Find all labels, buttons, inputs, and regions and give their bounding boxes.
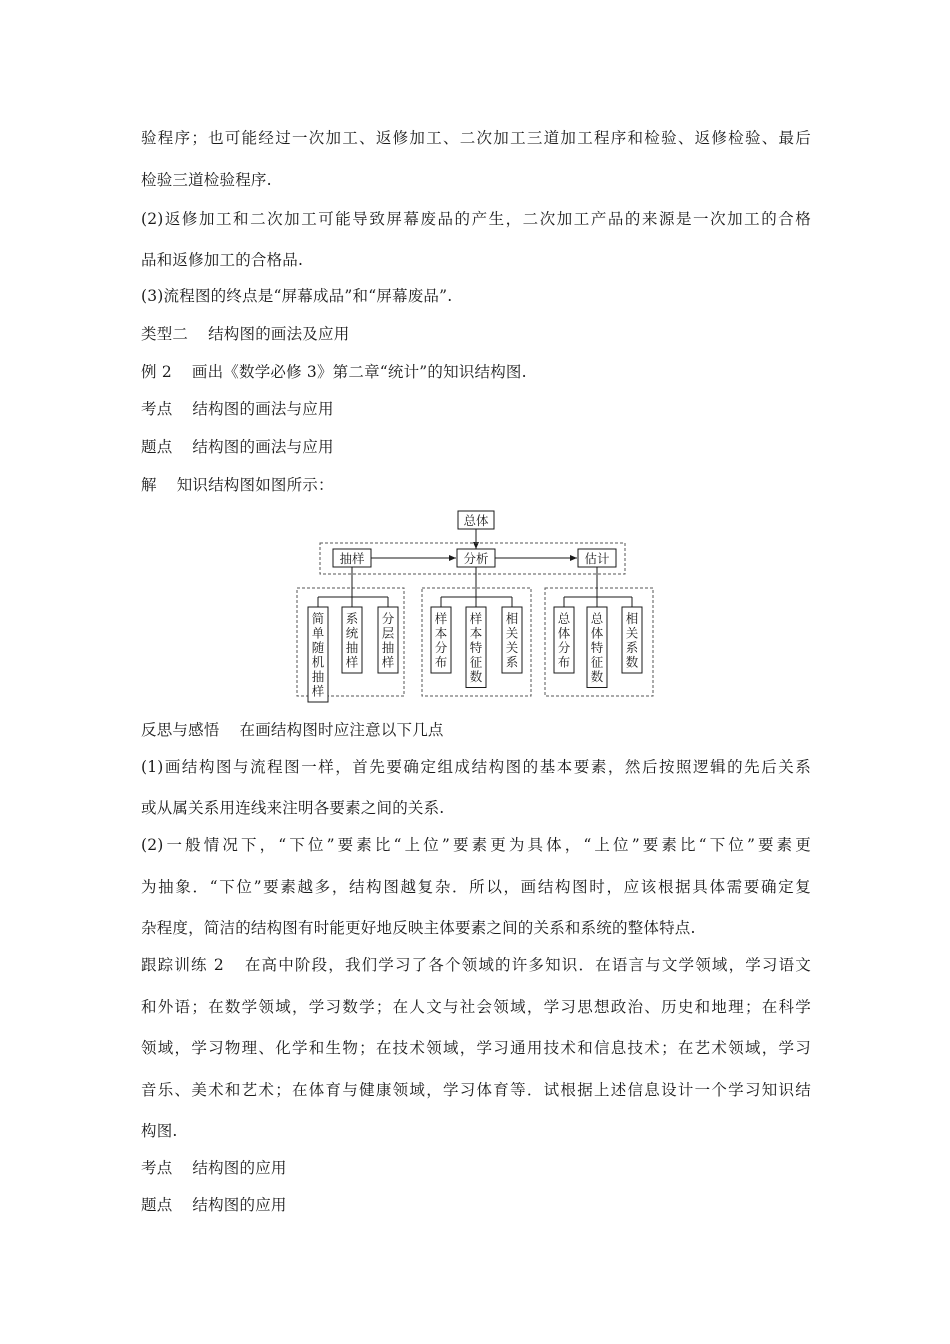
leaf-label-1-1: 样本特征数 bbox=[469, 611, 483, 684]
training-2-line-4: 音乐、美术和艺术；在体育与健康领域，学习体育等．试根据上述信息设计一个学习知识结 bbox=[141, 1081, 811, 1099]
tidian-label: 题点 bbox=[141, 1196, 173, 1214]
paragraph-2-line-2: 品和返修加工的合格品. bbox=[141, 251, 304, 269]
training-2-line-3: 领域，学习物理、化学和生物；在技术领域，学习通用技术和信息技术；在艺术领域，学习 bbox=[141, 1039, 811, 1057]
leaf-label-2-0: 总体分布 bbox=[557, 611, 571, 670]
leaf-label-2-1: 总体特征数 bbox=[590, 611, 604, 684]
solution-label: 解 bbox=[141, 476, 157, 494]
leaf-label-2-2: 相关系数 bbox=[625, 611, 639, 670]
point-1-line-2: 或从属关系用连线来注明各要素之间的关系. bbox=[141, 799, 445, 817]
leaf-label-1-2: 相关关系 bbox=[505, 611, 519, 670]
section-label: 类型二 bbox=[141, 325, 189, 343]
solution-text: 知识结构图如图所示： bbox=[176, 476, 334, 494]
training-2-line-1 bbox=[141, 955, 811, 975]
training-text: 在高中阶段，我们学习了各个领域的许多知识．在语言与文学领域，学习语文 bbox=[243, 956, 811, 974]
tidian-2 bbox=[141, 1195, 811, 1215]
node-total-label: 总体 bbox=[463, 513, 489, 528]
node-estimation-label: 估计 bbox=[584, 551, 610, 566]
paragraph-1-line-1: 验程序；也可能经过一次加工、返修加工、二次加工三道加工程序和检验、返修检验、最后 bbox=[141, 129, 811, 147]
kaodian-text: 结构图的画法与应用 bbox=[192, 400, 334, 418]
reflection bbox=[141, 720, 811, 740]
kaodian-label: 考点 bbox=[141, 400, 173, 418]
example-label: 例 2 bbox=[141, 363, 172, 381]
point-2-line-3: 杂程度，简洁的结构图有时能更好地反映主体要素之间的关系和系统的整体特点. bbox=[141, 919, 696, 937]
paragraph-2-line-1: (2)返修加工和二次加工可能导致屏幕废品的产生，二次加工产品的来源是一次加工的合格 bbox=[141, 210, 811, 228]
training-2-line-2: 和外语；在数学领域，学习数学；在人文与社会领域，学习思想政治、历史和地理；在科学 bbox=[141, 998, 811, 1016]
leaf-label-0-1: 系统抽样 bbox=[345, 611, 359, 670]
kaodian-2 bbox=[141, 1158, 811, 1178]
node-analysis-label: 分析 bbox=[463, 551, 489, 566]
tidian-label: 题点 bbox=[141, 438, 173, 456]
training-label: 跟踪训练 2 bbox=[141, 956, 224, 974]
point-1-line-1: (1)画结构图与流程图一样，首先要确定组成结构图的基本要素，然后按照逻辑的先后关系 bbox=[141, 758, 811, 776]
kaodian-text: 结构图的应用 bbox=[192, 1159, 287, 1177]
node-sampling-label: 抽样 bbox=[339, 551, 365, 566]
reflection-label: 反思与感悟 bbox=[141, 721, 220, 739]
kaodian-label: 考点 bbox=[141, 1159, 173, 1177]
analysis-connectors bbox=[441, 567, 512, 607]
paragraph-1-line-2: 检验三道检验程序. bbox=[141, 171, 272, 189]
reflection-text: 在画结构图时应注意以下几点 bbox=[239, 721, 444, 739]
training-2-line-5: 构图. bbox=[141, 1122, 178, 1140]
sampling-connectors bbox=[318, 567, 388, 607]
leaf-nodes bbox=[308, 607, 642, 702]
section-title: 结构图的画法及应用 bbox=[208, 325, 350, 343]
estimation-connectors bbox=[564, 567, 632, 607]
tidian-text: 结构图的应用 bbox=[192, 1196, 287, 1214]
point-2-line-1: (2)一般情况下，“下位”要素比“上位”要素更为具体，“上位”要素比“下位”要素更 bbox=[141, 836, 811, 854]
leaf-label-0-0: 简单随机抽样 bbox=[311, 611, 325, 699]
paragraph-3: (3)流程图的终点是“屏幕成品”和“屏幕废品”. bbox=[141, 287, 453, 305]
leaf-label-0-2: 分层抽样 bbox=[381, 611, 395, 670]
example-text: 画出《数学必修 3》第二章“统计”的知识结构图. bbox=[191, 363, 527, 381]
point-2-line-2: 为抽象．“下位”要素越多，结构图越复杂．所以，画结构图时，应该根据具体需要确定复 bbox=[141, 878, 811, 896]
tidian-text: 结构图的画法与应用 bbox=[192, 438, 334, 456]
leaf-label-1-0: 样本分布 bbox=[434, 611, 448, 670]
